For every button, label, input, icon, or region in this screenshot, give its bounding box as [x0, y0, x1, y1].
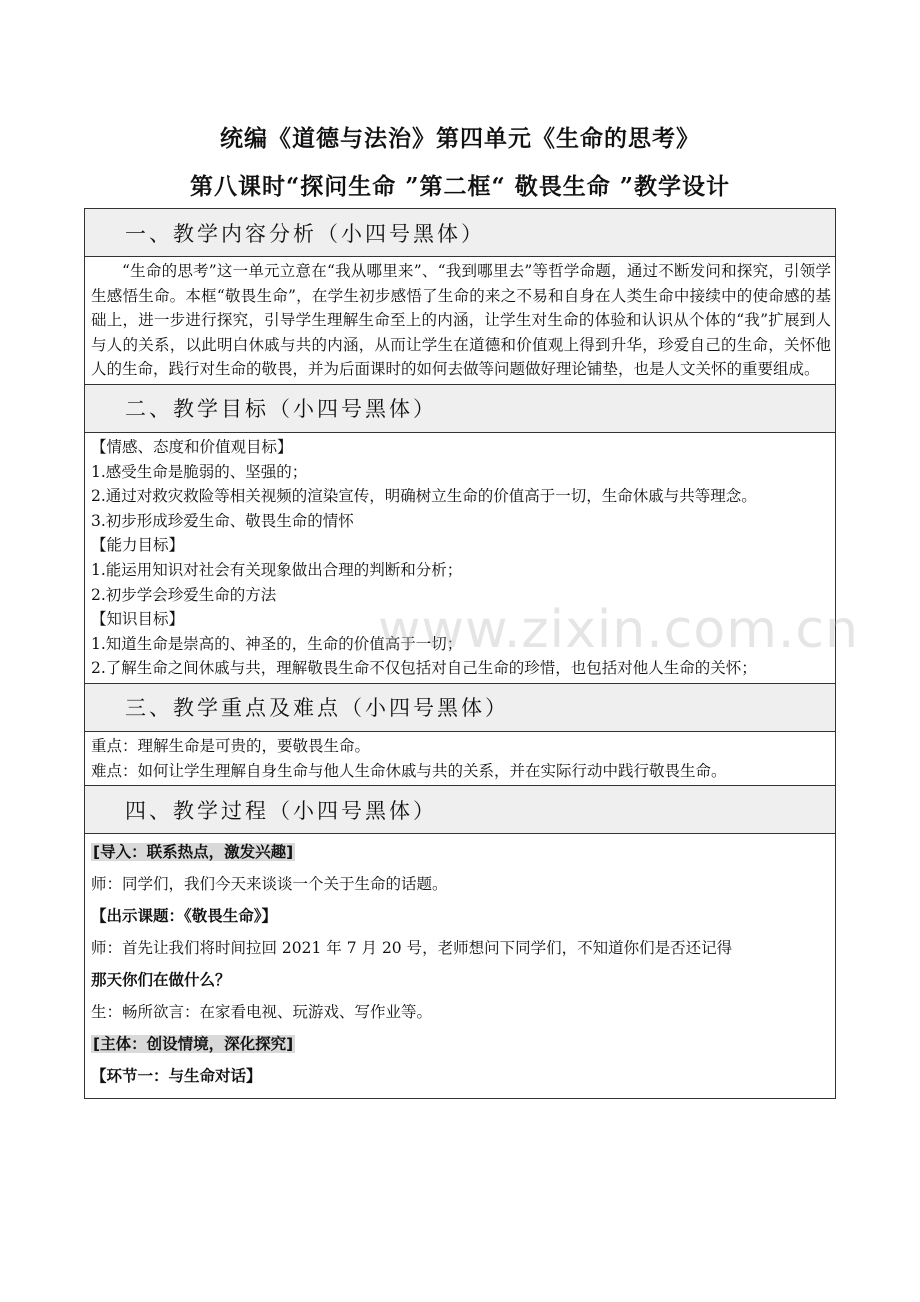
section-body-objectives [85, 433, 835, 684]
section-heading-objectives: 二、教学目标（小四号黑体） [85, 385, 835, 433]
objective-line: 1.知道生命是崇高的、神圣的，生命的价值高于一切； [91, 634, 463, 653]
section-heading-key-points: 三、教学重点及难点（小四号黑体） [85, 684, 835, 732]
objective-line: 【能力目标】 [91, 536, 185, 555]
section-body-process [85, 834, 835, 1098]
teacher-line: 师：首先让我们将时间拉回 2021 年 7 月 20 号，老师想问下同学们，不知道你们是否还记得 [91, 939, 733, 958]
objective-line: 2.通过对救灾救险等相关视频的渲染宣传，明确树立生命的价值高于一切，生命休戚与共等理念。 [91, 487, 757, 506]
student-line: 生：畅所欲言：在家看电视、玩游戏、写作业等。 [91, 1003, 433, 1022]
document-title: 统编《道德与法治》第四单元《生命的思考》 [220, 125, 700, 152]
section-heading-content-analysis: 一、教学内容分析（小四号黑体） [85, 209, 835, 257]
section-heading-process: 四、教学过程（小四号黑体） [85, 786, 835, 834]
objective-line: 2.了解生命之间休戚与共，理解敬畏生命不仅包括对自己生命的珍惜，也包括对他人生命的关怀； [91, 659, 757, 678]
content-analysis-paragraph: “生命的思考”这一单元立意在“我从哪里来”、“我到哪里去”等哲学命题，通过不断发问和探究，引领学生感悟生命。本框“敬畏生命”，在学生初步感悟了生命的来之不易和自身在人类生命中接续中的使命感的基础上，进一步进行探究，引导学生理解生命至上的内涵，让学生对生命的体验和认识从个体的“我”扩展到人与人的关系，以此明白休戚与共的内涵，从而让学生在道德和价值观上得到升华，珍爱自己的生命，关怀他人的生命，践行对生命的敬畏，并为后面课时的如何去做等问题做好理论铺垫，也是人文关怀的重要组成。 [91, 262, 831, 379]
question-line: 那天你们在做什么？ [91, 971, 231, 990]
objective-line: 1.能运用知识对社会有关现象做出合理的判断和分析； [91, 560, 463, 579]
objective-line: 【知识目标】 [91, 610, 185, 629]
teacher-line: 师：同学们，我们今天来谈谈一个关于生命的话题。 [91, 875, 448, 894]
intro-stage-label: [导入：联系热点，激发兴趣] [93, 843, 294, 862]
objective-line: 【情感、态度和价值观目标】 [91, 437, 293, 456]
difficulty-line: 难点：如何让学生理解自身生命与他人生命休戚与共的关系，并在实际行动中践行敬畏生命。 [91, 761, 727, 780]
section-body-content-analysis [85, 257, 835, 385]
section-body-key-points [85, 732, 835, 786]
lesson-plan-table [84, 208, 836, 1099]
step-one-label: 【环节一：与生命对话】 [91, 1067, 262, 1086]
main-stage-label: [主体：创设情境，深化探究] [93, 1035, 294, 1054]
document-subtitle: 第八课时“探问生命 ”第二框“ 敬畏生命 ”教学设计 [190, 173, 730, 200]
objective-line: 3.初步形成珍爱生命、敬畏生命的情怀 [91, 511, 354, 530]
watermark-text: www.zixin.com.cn [378, 600, 859, 660]
show-topic-label: 【出示课题：《敬畏生命》】 [91, 907, 278, 926]
key-point-line: 重点：理解生命是可贵的，要敬畏生命。 [91, 736, 371, 755]
objective-line: 1.感受生命是脆弱的、坚强的； [91, 462, 308, 481]
objective-line: 2.初步学会珍爱生命的方法 [91, 585, 277, 604]
